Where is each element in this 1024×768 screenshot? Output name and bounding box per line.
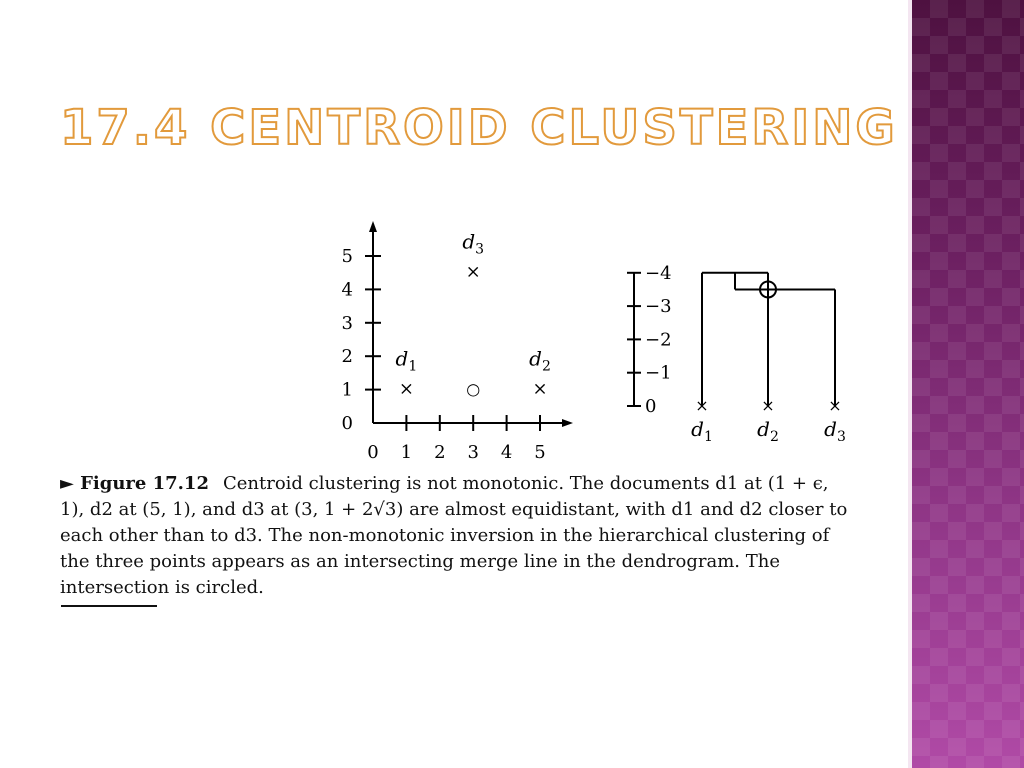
dendrogram-leaf-label: $d_3$: [824, 417, 846, 445]
figure-caption: [60, 471, 850, 601]
dendrogram-leaf-marker: ×: [761, 396, 775, 415]
scatter-point-label: $d_2$: [529, 346, 551, 375]
dendrogram-leaf-label: $d_1$: [691, 417, 713, 445]
dendrogram-y-tick-label: −3: [645, 296, 672, 318]
scatter-x-tick-label: 2: [434, 442, 446, 463]
scatter-point-marker: ×: [465, 261, 481, 283]
scatter-point-marker: ×: [532, 378, 548, 400]
dendrogram-y-tick-label: 0: [645, 396, 657, 417]
dendrogram-y-tick-label: −1: [645, 362, 672, 384]
scatter-x-tick-label: 0: [367, 442, 379, 463]
scatter-x-tick-label: 1: [400, 442, 413, 463]
scatter-y-tick-label: 3: [341, 312, 353, 334]
dendrogram-y-tick-label: −4: [645, 262, 672, 284]
scatter-y-tick-label: 1: [341, 379, 353, 401]
caption-underline: [61, 605, 157, 607]
scatter-x-tick-label: 3: [467, 442, 479, 463]
dendrogram-y-tick-label: −2: [645, 329, 672, 351]
scatter-y-tick-label: 2: [341, 346, 353, 368]
decorative-side-band: [912, 0, 1024, 768]
figure-label: ► Figure 17.12: [60, 473, 209, 494]
dendrogram-leaf-label: $d_2$: [757, 417, 779, 445]
scatter-y-tick-label: 0: [341, 413, 353, 434]
scatter-x-tick-label: 4: [500, 442, 513, 463]
caption-text: Centroid clustering is not monotonic. The documents d1 at (1 + ϵ, 1), d2 at (5, 1), and d3 at (3, 1 + 2√3) are almost equidistant, with d1 and d2 closer to each other than to d3. The non-monotonic inversion in the hierarchical clustering of the three points appears as an intersecting merge line in the dendrogram. The intersection is circled.: [60, 473, 848, 598]
slide-title: 17.4 CENTROID CLUSTERING: [60, 100, 898, 156]
scatter-point-marker: ×: [398, 378, 414, 400]
scatter-y-tick-label: 4: [341, 279, 353, 301]
scatter-point-marker: ○: [466, 379, 481, 399]
scatter-point-label: $d_3$: [462, 229, 485, 258]
scatter-x-tick-label: 5: [534, 442, 546, 463]
scatter-point-label: $d_1$: [395, 346, 418, 375]
scatter-y-arrow: [369, 221, 377, 232]
dendrogram-leaf-marker: ×: [695, 396, 709, 415]
scatter-y-tick-label: 5: [341, 246, 353, 267]
scatter-x-arrow: [562, 419, 573, 427]
dendrogram-leaf-marker: ×: [828, 396, 842, 415]
